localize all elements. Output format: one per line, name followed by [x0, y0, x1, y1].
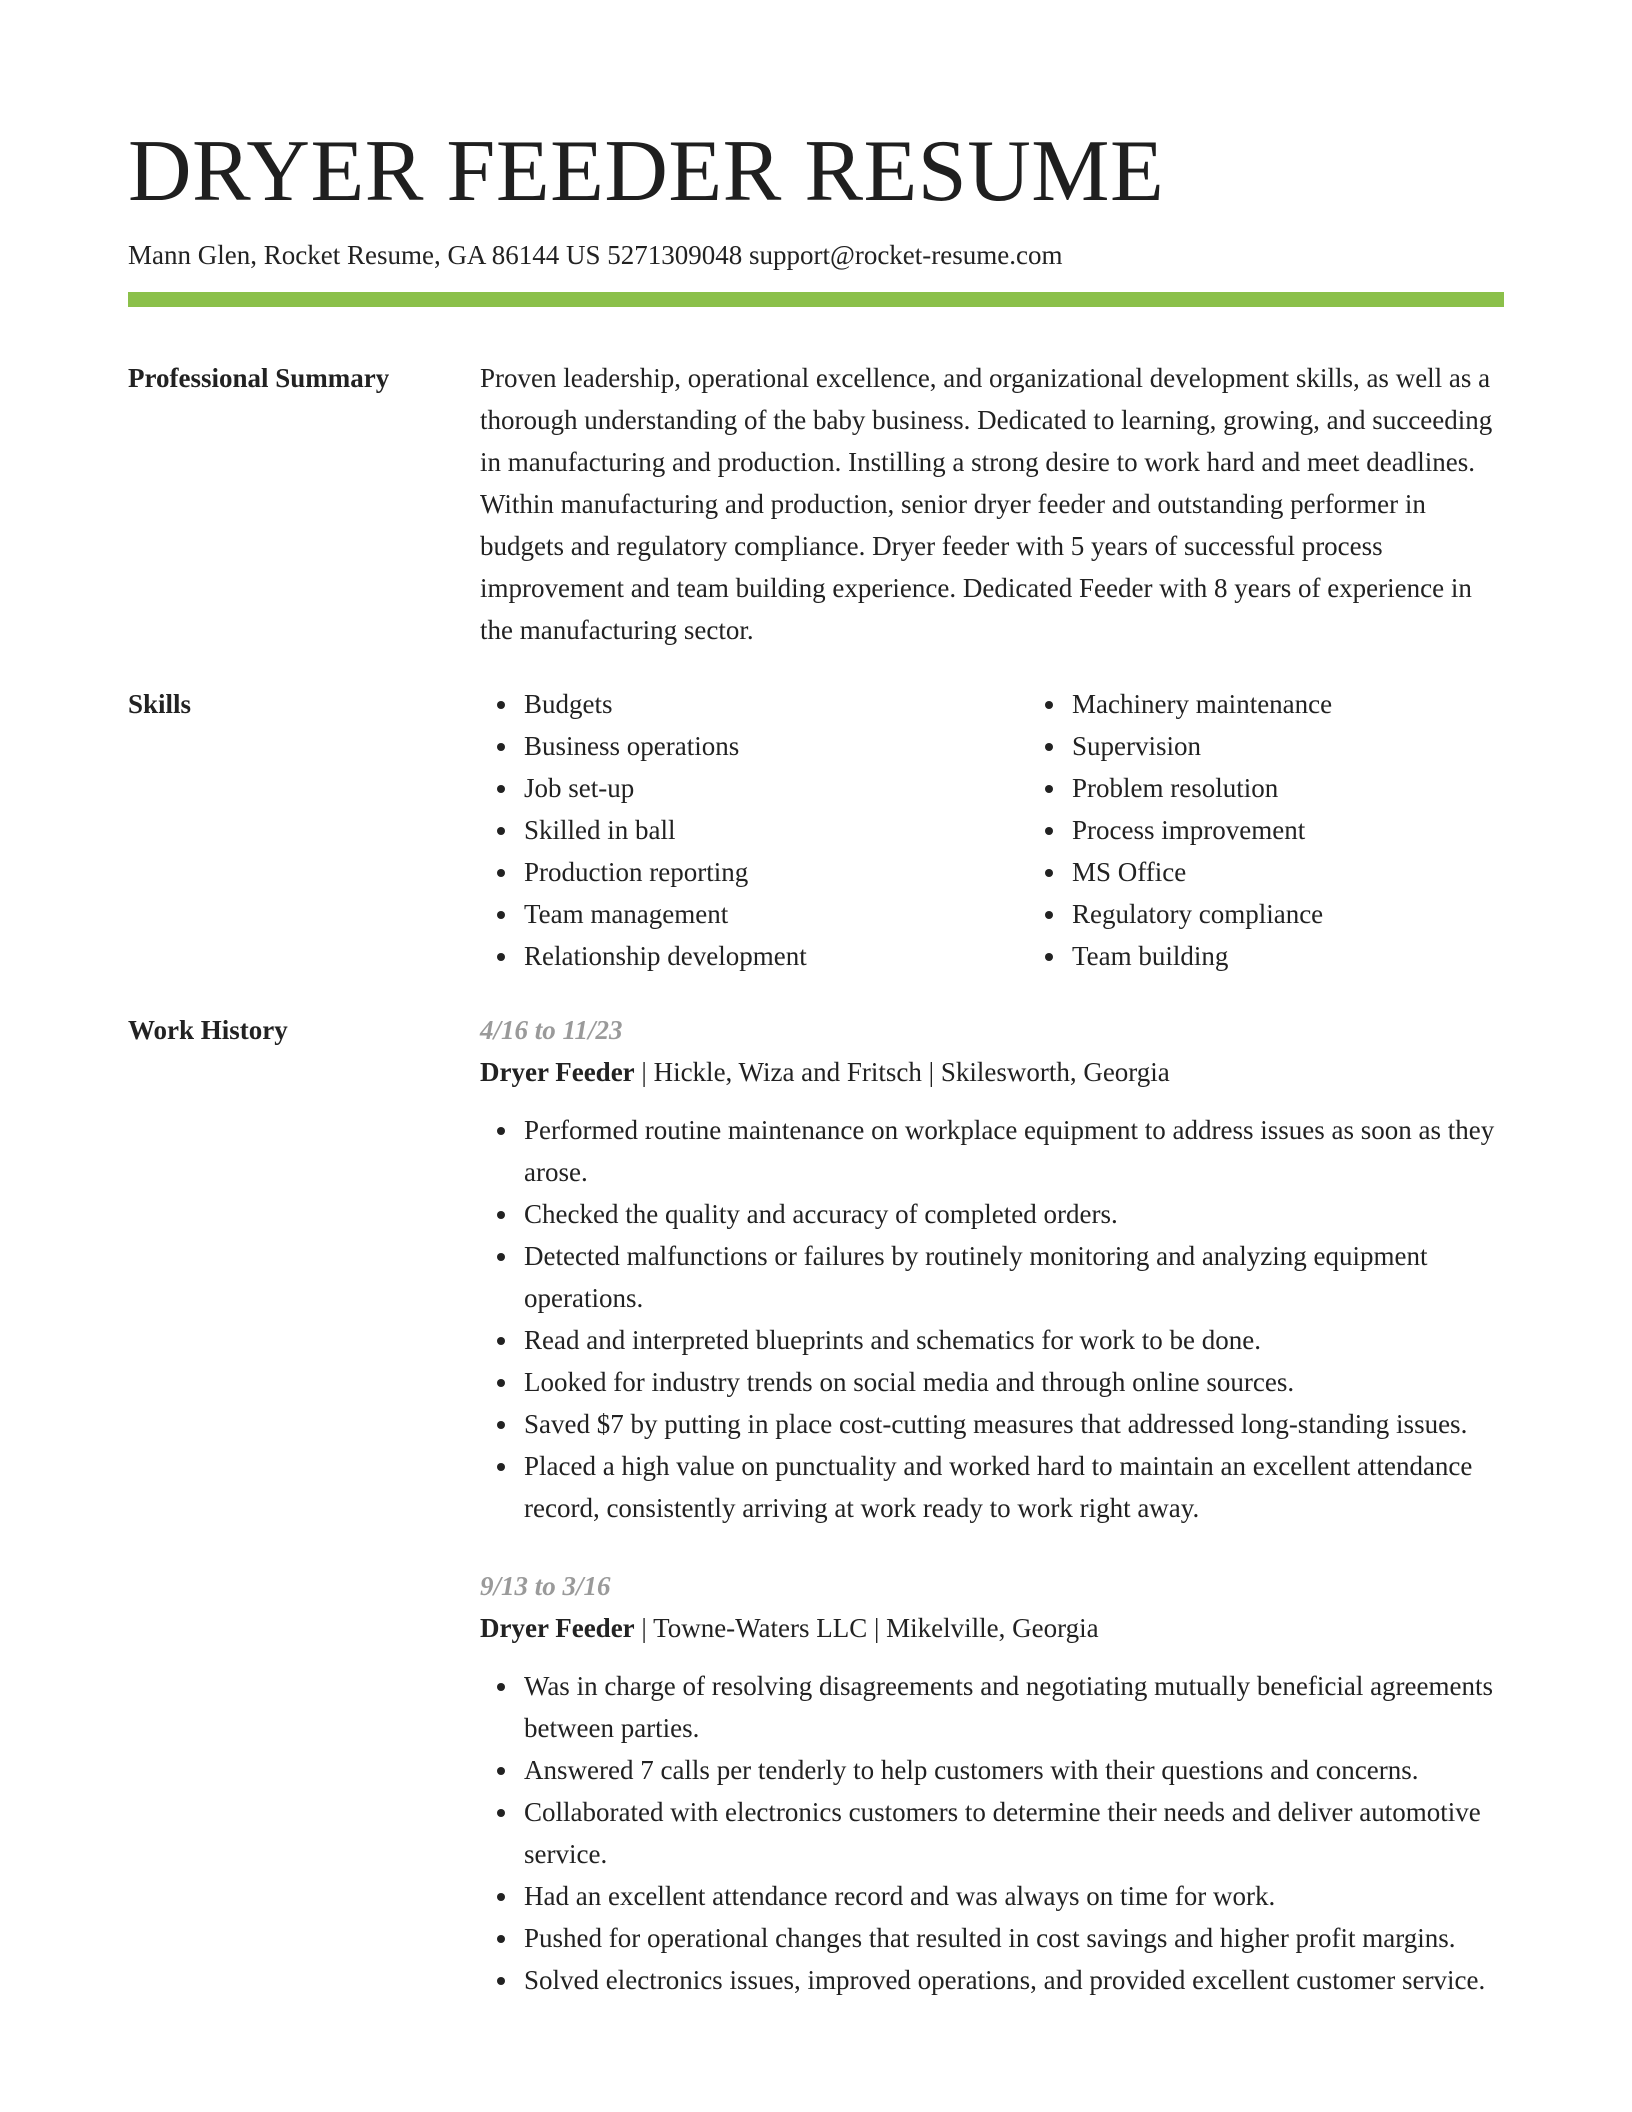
skills-body: [480, 683, 1576, 977]
summary-body: [480, 357, 1504, 651]
contact-phone: 5271309048: [607, 240, 743, 270]
job-heading: [480, 1607, 1504, 1649]
job-bullet: Looked for industry trends on social media and through online sources.: [524, 1361, 1504, 1403]
job-details: | Hickle, Wiza and Fritsch | Skilesworth, Georgia: [634, 1057, 1170, 1087]
summary-text: Proven leadership, operational excellence, and organizational development skills, as well as a thorough understanding of the baby business. Dedicated to learning, growing, and succeeding in manufacturing and production. Instilling a strong desire to work hard and meet deadlines. Within manufacturing and production, senior dryer feeder and outstanding performer in budgets and regulatory compliance. Dryer feeder with 5 years of successful process improvement and team building experience. Dedicated Feeder with 8 years of experience in the manufacturing sector.: [480, 363, 1493, 645]
skill-item: Problem resolution: [1072, 767, 1576, 809]
job-bullet: Detected malfunctions or failures by routinely monitoring and analyzing equipment operations.: [524, 1235, 1504, 1319]
skill-item: Business operations: [524, 725, 1028, 767]
skills-grid: [480, 683, 1576, 977]
resume-title: DRYER FEEDER RESUME: [128, 123, 1165, 220]
job-bullet: Was in charge of resolving disagreements and negotiating mutually beneficial agreements between parties.: [524, 1665, 1504, 1749]
job-bullet: Solved electronics issues, improved operations, and provided excellent customer service.: [524, 1959, 1504, 2001]
skill-item: Skilled in ball: [524, 809, 1028, 851]
skill-item: MS Office: [1072, 851, 1576, 893]
job-bullet: Answered 7 calls per tenderly to help customers with their questions and concerns.: [524, 1749, 1504, 1791]
work-history-section: [128, 1009, 1504, 2001]
section-label-skills: Skills: [128, 689, 192, 719]
job-dates: 4/16 to 11/23: [480, 1015, 623, 1045]
skill-item: Team building: [1072, 935, 1576, 977]
job-entry: [480, 1009, 1504, 1529]
job-title: Dryer Feeder: [480, 1057, 635, 1087]
work-body: [480, 1009, 1504, 2001]
job-bullet: Placed a high value on punctuality and worked hard to maintain an excellent attendance record, consistently arriving at work ready to work right away.: [524, 1445, 1504, 1529]
job-title: Dryer Feeder: [480, 1613, 635, 1643]
job-details: | Towne-Waters LLC | Mikelville, Georgia: [634, 1613, 1099, 1643]
skill-item: Relationship development: [524, 935, 1028, 977]
job-bullet: Performed routine maintenance on workplace equipment to address issues as soon as they arose.: [524, 1109, 1504, 1193]
accent-divider: [128, 292, 1504, 307]
job-bullet: Read and interpreted blueprints and schematics for work to be done.: [524, 1319, 1504, 1361]
contact-email: support@rocket-resume.com: [748, 240, 1063, 270]
section-label-summary: Professional Summary: [128, 363, 390, 393]
skill-item: Supervision: [1072, 725, 1576, 767]
job-bullet: Had an excellent attendance record and was always on time for work.: [524, 1875, 1504, 1917]
professional-summary-section: [128, 357, 1504, 651]
skill-item: Process improvement: [1072, 809, 1576, 851]
job-bullet: Pushed for operational changes that resulted in cost savings and higher profit margins.: [524, 1917, 1504, 1959]
job-bullets: [480, 1665, 1504, 2001]
job-bullet: Saved $7 by putting in place cost-cutting measures that addressed long-standing issues.: [524, 1403, 1504, 1445]
job-entry: [480, 1565, 1504, 2001]
skill-item: Job set-up: [524, 767, 1028, 809]
skills-column-right: [1028, 683, 1576, 977]
skill-item: Production reporting: [524, 851, 1028, 893]
resume-page: [128, 118, 1504, 2001]
job-bullets: [480, 1109, 1504, 1529]
contact-line: [128, 236, 1504, 274]
section-label-work: Work History: [128, 1015, 288, 1045]
job-bullet: Checked the quality and accuracy of completed orders.: [524, 1193, 1504, 1235]
skills-section: [128, 683, 1504, 977]
skills-column-left: [480, 683, 1028, 977]
skill-item: Team management: [524, 893, 1028, 935]
skill-item: Budgets: [524, 683, 1028, 725]
skill-item: Regulatory compliance: [1072, 893, 1576, 935]
job-dates: 9/13 to 3/16: [480, 1571, 611, 1601]
job-bullet: Collaborated with electronics customers to determine their needs and deliver automotive service.: [524, 1791, 1504, 1875]
job-heading: [480, 1051, 1504, 1093]
contact-address: Mann Glen, Rocket Resume, GA 86144 US: [128, 240, 601, 270]
skill-item: Machinery maintenance: [1072, 683, 1576, 725]
